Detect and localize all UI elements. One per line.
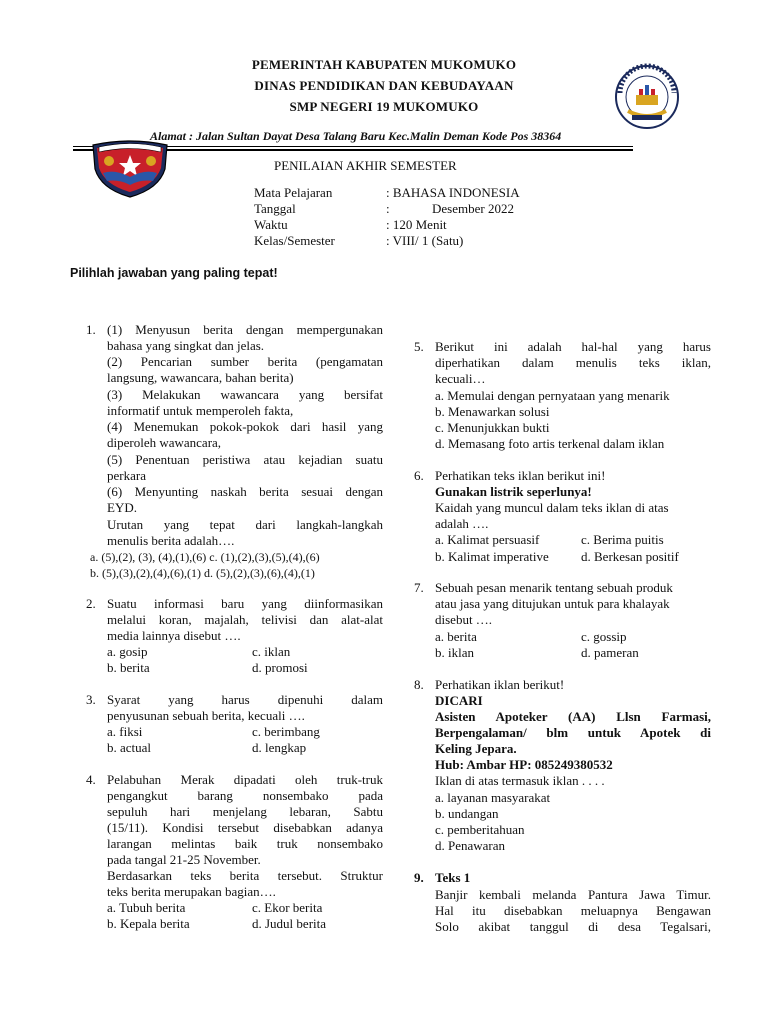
regency-emblem-logo [89,139,171,199]
q1-line: (1) Menyusun berita dengan mempergunakan [107,322,383,337]
info-value-class: : VIII/ 1 (Satu) [386,233,464,248]
school-address: Alamat : Jalan Sultan Dayat Desa Talang Baru Kec.Malin Deman Kode Pos 38364 [150,129,562,143]
q2-option-a: a. gosip [107,644,148,659]
q9-line: Hal itu disebabkan meluapnya Bengawan [435,903,711,918]
q4-option-b: b. Kepala berita [107,916,190,931]
q1-line: bahasa yang singkat dan jelas. [107,338,265,353]
instruction-text: Pilihlah jawaban yang paling tepat! [70,266,278,280]
exam-title: PENILAIAN AKHIR SEMESTER [274,158,457,173]
q6-option-b: b. Kalimat imperative [435,549,549,564]
q1-options-bd: b. (5),(3),(2),(4),(6),(1) d. (5),(2),(3),(6),(4),(1) [90,566,315,580]
q9-line: Banjir kembali melanda Pantura Jawa Timur. [435,887,711,902]
q3-option-d: d. lengkap [252,740,307,755]
header-line-3: SMP NEGERI 19 MUKOMUKO [289,99,479,114]
q4-line: pada tangal 21-25 November. [107,852,261,867]
q6-line: adalah …. [435,516,489,531]
q2-line: Suatu informasi baru yang diinformasikan [107,596,383,611]
q8-option-d: d. Penawaran [435,838,506,853]
q2-number: 2. [86,596,96,611]
q8-ad-heading: DICARI [435,693,483,708]
q1-line: perkara [107,468,146,483]
info-value-date-colon: : [386,201,390,216]
q3-option-a: a. fiksi [107,724,143,739]
q5-number: 5. [414,339,424,354]
q9-line: Solo akibat tanggul di desa Tegalsari, [435,919,711,934]
q1-line: EYD. [107,500,137,515]
header-line-1: PEMERINTAH KABUPATEN MUKOMUKO [251,57,517,72]
q9-text-title: Teks 1 [435,870,471,885]
q4-number: 4. [86,772,96,787]
q5-line: Berikut ini adalah hal-hal yang harus [435,339,711,354]
q1-line: menulis berita adalah…. [107,533,235,548]
q8-line: Perhatikan iklan berikut! [435,677,565,692]
q6-number: 6. [414,468,424,483]
q1-line: (4) Menemukan pokok-pokok dari hasil yang [107,419,383,434]
q6-option-a: a. Kalimat persuasif [435,532,540,547]
q3-line: penyusunan sebuah berita, kecuali …. [107,708,305,723]
q8-option-a: a. layanan masyarakat [435,790,551,805]
q8-ad-line: Keling Jepara. [435,741,517,756]
q1-line: diperoleh wawancara, [107,435,222,450]
q4-line: sepuluh hari menjelang lebaran, Sabtu [107,804,383,819]
q8-option-b: b. undangan [435,806,499,821]
header-line-2: DINAS PENDIDIKAN DAN KEBUDAYAAN [254,78,514,93]
q5-line: diperhatikan dalam menulis teks iklan, [435,355,711,370]
q5-option-d: d. Memasang foto artis terkenal dalam iklan [435,436,665,451]
q8-number: 8. [414,677,424,692]
info-value-time: : 120 Menit [386,217,447,232]
info-value-date: Desember 2022 [432,201,514,216]
q7-option-c: c. gossip [581,629,627,644]
q2-option-d: d. promosi [252,660,308,675]
info-label-class: Kelas/Semester [254,233,335,248]
q7-line: Sebuah pesan menarik tentang sebuah produk [435,580,673,595]
q1-line: Urutan yang tepat dari langkah-langkah [107,517,383,532]
q6-option-c: c. Berima puitis [581,532,664,547]
q4-option-d: d. Judul berita [252,916,327,931]
q4-line: (15/11). Kondisi tersebut disebabkan adanya [107,820,383,835]
q1-line: (3) Melakukan wawancara yang bersifat [107,387,383,402]
q1-line: langsung, wawancara, bahan berita) [107,370,294,385]
q2-line: media lainnya disebut …. [107,628,241,643]
q6-line: Perhatikan teks iklan berikut ini! [435,468,606,483]
q5-option-a: a. Memulai dengan pernyataan yang menarik [435,388,670,403]
q1-number: 1. [86,322,96,337]
info-label-time: Waktu [254,217,288,232]
q2-option-c: c. iklan [252,644,291,659]
q4-option-c: c. Ekor berita [252,900,323,915]
q4-line: Berdasarkan teks berita tersebut. Struktur [107,868,383,883]
q3-option-b: b. actual [107,740,152,755]
q4-option-a: a. Tubuh berita [107,900,186,915]
q4-line: Pelabuhan Merak dipadati oleh truk-truk [107,772,383,787]
q5-line: kecuali… [435,371,486,386]
q1-line: (5) Penentuan peristiwa atau kejadian suatu [107,452,383,467]
q8-option-c: c. pemberitahuan [435,822,525,837]
q7-line: atau jasa yang ditujukan untuk para khalayak [435,596,670,611]
info-label-subject: Mata Pelajaran [254,185,333,200]
q8-ad-contact: Hub: Ambar HP: 085249380532 [435,757,613,772]
q3-number: 3. [86,692,96,707]
info-label-date: Tanggal [254,201,296,216]
q7-option-a: a. berita [435,629,477,644]
q6-ad-text: Gunakan listrik seperlunya! [435,484,592,499]
q8-ad-line: Berpengalaman/ blm untuk Apotek di [435,725,711,740]
q1-line: (2) Pencarian sumber berita (pengamatan [107,354,383,369]
q8-line: Iklan di atas termasuk iklan . . . . [435,773,605,788]
q6-option-d: d. Berkesan positif [581,549,679,564]
q7-line: disebut …. [435,612,493,627]
q4-line: teks berita merupakan bagian…. [107,884,276,899]
q1-options-ac: a. (5),(2), (3), (4),(1),(6) c. (1),(2),(3),(5),(4),(6) [90,550,320,564]
q8-ad-line: Asisten Apoteker (AA) Llsn Farmasi, [435,709,711,724]
q7-option-d: d. pameran [581,645,639,660]
q2-option-b: b. berita [107,660,150,675]
q4-line: pengangkut barang nonsembako pada [107,788,383,803]
info-value-subject: : BAHASA INDONESIA [386,185,520,200]
q1-line: informatif untuk memperoleh fakta, [107,403,294,418]
q2-line: melalui koran, majalah, telivisi dan alat-alat [107,612,383,627]
q5-option-c: c. Menunjukkan bukti [435,420,550,435]
q7-number: 7. [414,580,424,595]
q1-line: (6) Menyunting naskah berita sesuai dengan [107,484,383,499]
q6-line: Kaidah yang muncul dalam teks iklan di atas [435,500,669,515]
q3-line: Syarat yang harus dipenuhi dalam [107,692,383,707]
q4-line: larangan melintas baik truk nonsembako [107,836,383,851]
q3-option-c: c. berimbang [252,724,320,739]
q7-option-b: b. iklan [435,645,474,660]
q5-option-b: b. Menawarkan solusi [435,404,550,419]
school-seal-logo [606,63,688,131]
q9-number: 9. [414,870,424,885]
